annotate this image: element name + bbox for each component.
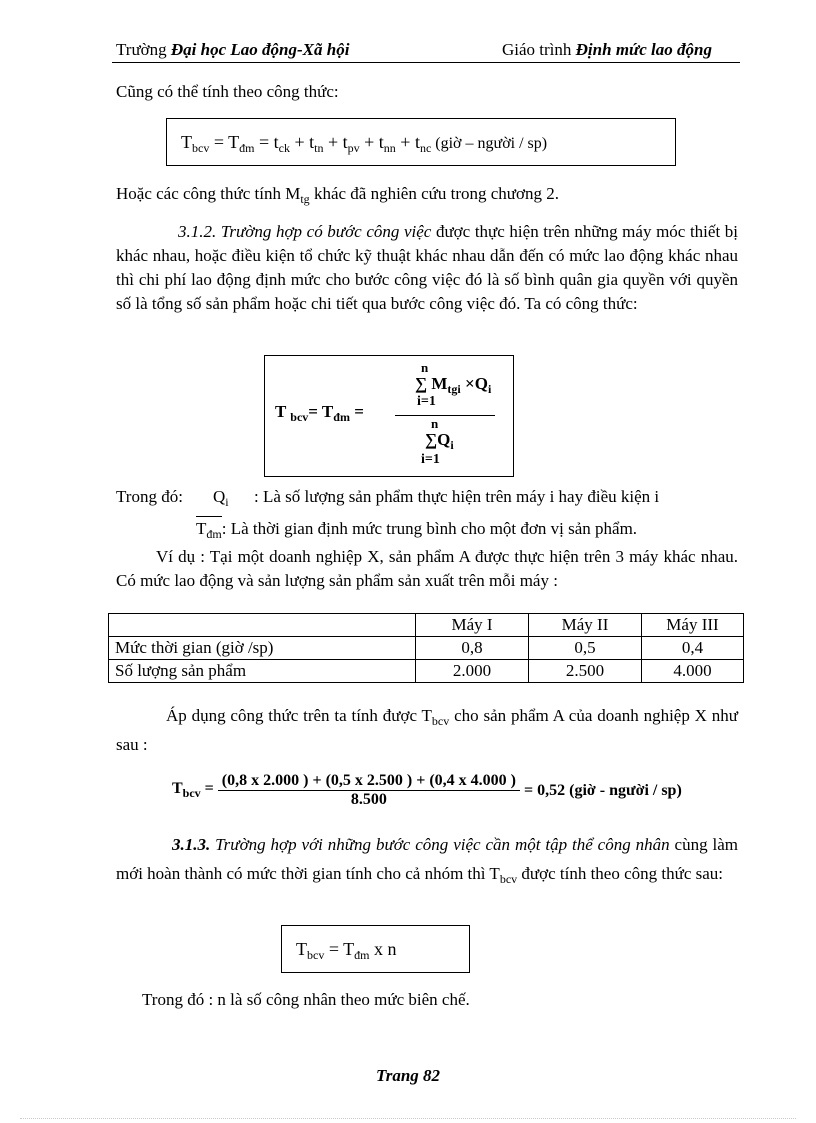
table-row	[109, 637, 744, 660]
section-313-number: 3.1.3.	[172, 835, 211, 854]
table-cell: 4.000	[642, 660, 744, 683]
header-left-italic: Đại học Lao động-Xã hội	[170, 40, 350, 59]
formula-2-den-n: n	[431, 416, 439, 431]
header-right: Giáo trình Định mức lao động	[502, 40, 712, 59]
formula-4: $T_{bcv} = T_{đm}$ x n	[296, 939, 397, 962]
table-header-cell: Máy I	[416, 614, 529, 637]
formula-3: $T_{bcv}$ = $\frac{(0,8 x 2.000 ) + (0,5 x 2.500 ) + (0,4 x 4.000 )}{8.500}$ = 0,52 (giờ - người / sp)	[172, 772, 682, 808]
formula-2-num-i: i=1	[417, 394, 436, 409]
table-cell: 0,4	[642, 637, 744, 660]
example-paragraph: Ví dụ : Tại một doanh nghiệp X, sản phẩm A được thực hiện trên 3 máy khác nhau. Có mức lao động và sản lượng sản phẩm sản xuất trên mỗi máy :	[116, 547, 738, 590]
table-header-row	[109, 614, 744, 637]
other-formulas-line: Hoặc các công thức tính $M_{tg}$ khác đã nghiên cứu trong chương 2.	[116, 184, 559, 206]
formula-box-2	[264, 355, 514, 477]
where-q-line: Trong đó: $Q_i$ : Là số lượng sản phẩm thực hiện trên máy i hay điều kiện i	[116, 487, 660, 509]
section-312-number: 3.1.2.	[178, 222, 217, 241]
table-cell: Mức thời gian (giờ /sp)	[109, 637, 416, 660]
table-cell: 0,8	[416, 637, 529, 660]
formula-1: $T_{bcv} = T_{đm} = t_{ck} + t_{tn} + t_{pv} + t_{nn} + t_{nc}$ (giờ – người / sp)	[181, 132, 548, 155]
section-312-body: được thực hiện trên những máy móc thiết bị khác nhau, hoặc điều kiện tổ chức kỹ thuật khác nhau dẫn đến có mức lao động khác nhau thì chi phí lao động định mức cho bước công việc đó là số bình quân gia quyền với quyền số là tổng số sản phẩm hoặc chi tiết qua bước công việc đó. Ta có công thức:	[116, 222, 739, 313]
formula-2-num-n: n	[421, 360, 429, 375]
apply-paragraph: Áp dụng công thức trên ta tính được $T_{bcv}$ cho sản phẩm A của doanh nghiệp X như sau :	[116, 706, 738, 754]
machine-table	[108, 613, 744, 683]
table-cell: Số lượng sản phẩm	[109, 660, 416, 683]
page-bottom-rule	[20, 1118, 796, 1119]
formula-3-denominator: 8.500	[350, 791, 387, 808]
example-label: Ví dụ	[156, 547, 196, 566]
formula-3-fraction	[218, 772, 520, 809]
formula-2-den-i: i=1	[421, 452, 440, 467]
header-rule	[112, 62, 740, 63]
where-t-line: $T_{đm}$: Là thời gian định mức trung bình cho một đơn vị sản phẩm.	[196, 516, 637, 542]
table-cell: 2.000	[416, 660, 529, 683]
formula-2-denominator: $\sum Q_i$	[425, 430, 454, 452]
section-312-title: Trường hợp có bước công việc	[216, 222, 432, 241]
table-row	[109, 660, 744, 683]
formula-2-fraction-bar	[395, 415, 495, 416]
formula-3-numerator: (0,8 x 2.000 ) + (0,5 x 2.500 ) + (0,4 x 4.000 )	[218, 772, 520, 791]
section-313: 3.1.3. Trường hợp với những bước công việc cần một tập thể công nhân cùng làm mới hoàn thành có mức thời gian tính cho cả nhóm thì $T_{bcv}$ được tính theo công thức sau:	[116, 835, 738, 886]
formula-box-1	[166, 118, 676, 166]
formula-2-lhs: T $_{bcv}= T_{đm}$ =	[275, 402, 364, 424]
formula-2-numerator: ∑ $M_{tgi} \times Q_i$	[415, 374, 492, 396]
table-header-cell	[109, 614, 416, 637]
closing-line: Trong đó : n là số công nhân theo mức biên chế.	[142, 990, 470, 1009]
page-number: Trang 82	[375, 1066, 441, 1085]
table-cell: 2.500	[529, 660, 642, 683]
section-313-title: Trường hợp với những bước công việc cần một tập thể công nhân	[210, 835, 670, 854]
header-right-italic: Định mức lao động	[575, 40, 712, 59]
intro-line: Cũng có thể tính theo công thức:	[116, 82, 339, 101]
section-312	[116, 220, 738, 316]
table-cell: 0,5	[529, 637, 642, 660]
header-left: Trường Đại học Lao động-Xã hội	[116, 40, 350, 59]
table-header-cell: Máy II	[529, 614, 642, 637]
formula-box-4	[281, 925, 470, 973]
formula-3-result: = 0,52 (giờ - người / sp)	[524, 781, 682, 799]
table-header-cell: Máy III	[642, 614, 744, 637]
